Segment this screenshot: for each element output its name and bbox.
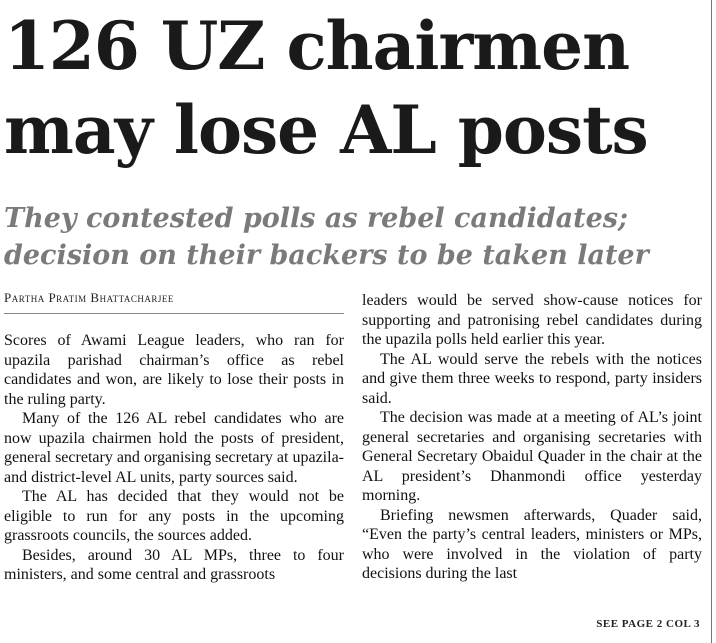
paragraph: Briefing newsmen afterwards, Quader said, “Even the party’s central leaders, ministers or MPs, who were involved in the violation of party decisions during the last — [362, 506, 702, 582]
paragraph: The decision was made at a meeting of AL’s joint general secretaries and organising secretaries with General Secretary Obaidul Quader in the chair at the AL president’s Dhanmondi office yesterday morning. — [362, 409, 702, 504]
headline-line-2: may lose AL posts — [4, 91, 648, 169]
article-column-right — [362, 291, 702, 584]
byline-divider — [4, 313, 344, 314]
article-column-left — [4, 331, 344, 585]
paragraph: Scores of Awami League leaders, who ran for upazila parishad chairman’s office as rebel candidates and won, are likely to lose their posts in the ruling party. — [4, 332, 344, 408]
subheadline-line-1: They contested polls as rebel candidates; — [4, 203, 628, 234]
paragraph: The AL would serve the rebels with the notices and give them three weeks to respond, party insiders said. — [362, 350, 702, 407]
paragraph: Besides, around 30 AL MPs, three to four ministers, and some central and grassroots — [4, 546, 344, 583]
headline — [4, 4, 704, 172]
paragraph: leaders would be served show-cause notices for supporting and patronising rebel candidates during the upazila polls held earlier this year. — [362, 292, 702, 348]
paragraph: The AL has decided that they would not be eligible to run for any posts in the upcoming grassroots councils, the sources added. — [4, 488, 344, 544]
headline-line-1: 126 UZ chairmen — [4, 7, 630, 85]
subheadline — [4, 200, 704, 274]
byline: Partha Pratim Bhattacharjee — [4, 290, 174, 305]
column-divider — [711, 0, 712, 643]
paragraph: Many of the 126 AL rebel candidates who are now upazila chairmen hold the posts of president, general secretary and organising secretary at upazila- and district-level AL units, party sources said. — [4, 410, 344, 486]
subheadline-line-2: decision on their backers to be taken later — [4, 240, 649, 271]
continuation-note: SEE PAGE 2 COL 3 — [596, 618, 700, 630]
